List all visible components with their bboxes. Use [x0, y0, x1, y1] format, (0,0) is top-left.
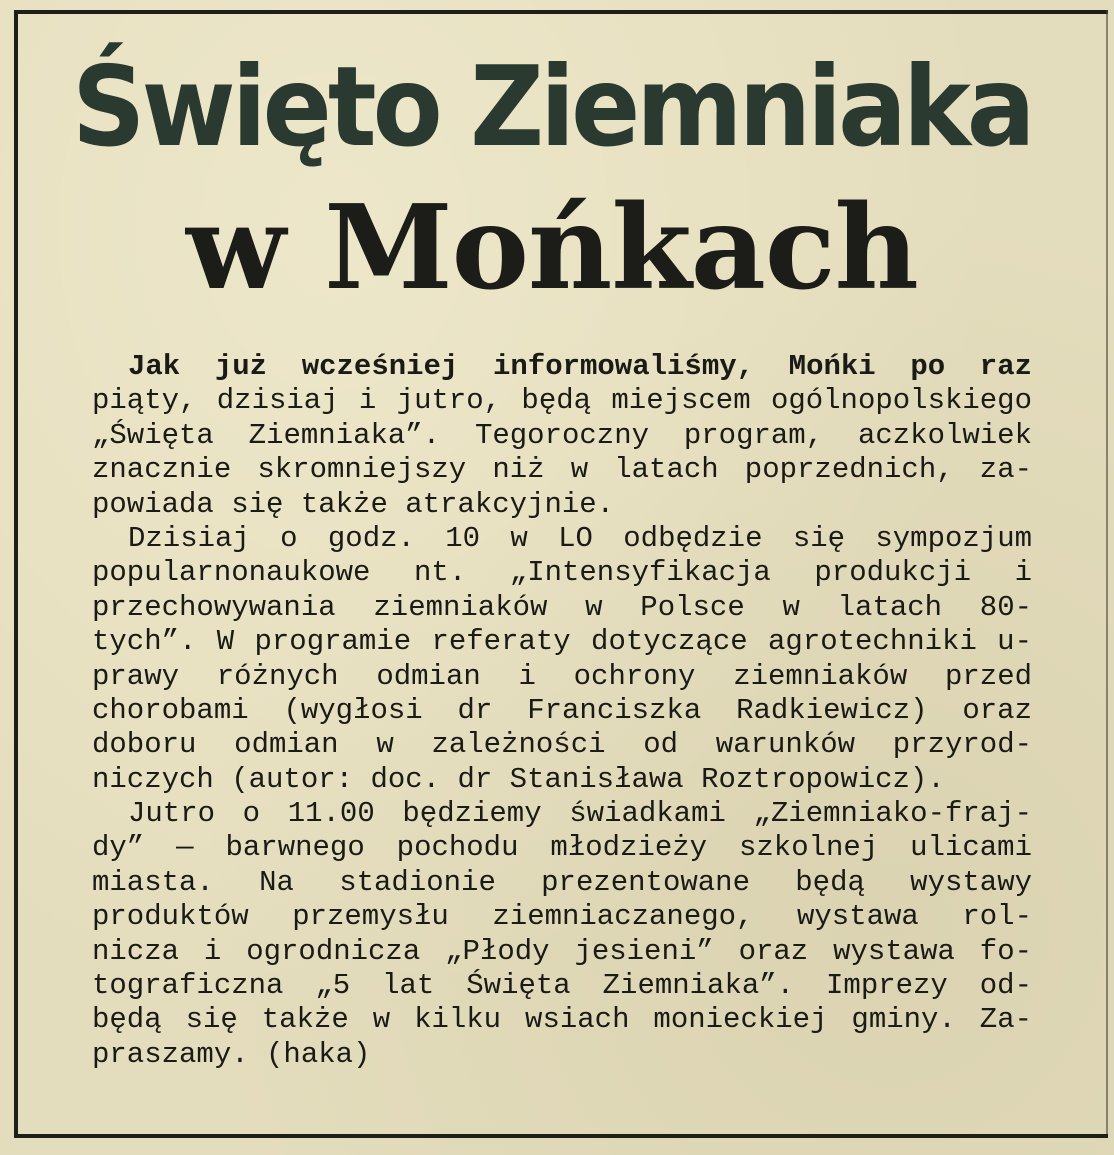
article-line: znacznie skromniejszy niż w latach poprzednich, za- [92, 453, 1032, 487]
article-line: piąty, dzisiaj i jutro, będą miejscem ogólnopolskiego [92, 384, 1032, 418]
article-line: nicza i ogrodnicza „Płody jesieni” oraz wystawa fo- [92, 934, 1032, 968]
article-line: Jak już wcześniej informowaliśmy, Mońki po raz [128, 350, 1032, 383]
top-border-rule [18, 10, 1108, 14]
article-line: popularnonaukowe nt. „Intensyfikacja produkcji i [92, 556, 1032, 590]
article-line: „Święta Ziemniaka”. Tegoroczny program, aczkolwiek [92, 418, 1032, 452]
bottom-border-rule [14, 1134, 1108, 1138]
article-line: produktów przemysłu ziemniaczanego, wystawa rol- [92, 900, 1032, 934]
article-line: chorobami (wygłosi dr Franciszka Radkiewicz) oraz [92, 693, 1032, 727]
right-border-rule [1106, 10, 1108, 1138]
article-line: powiada się także atrakcyjnie. [92, 487, 615, 521]
left-border-rule [14, 10, 18, 1138]
headline-line-2: w Mońkach [186, 180, 918, 316]
article-line: tograficzna „5 lat Święta Ziemniaka”. Imprezy od- [92, 969, 1032, 1003]
article-line: dy” — barwnego pochodu młodzieży szkolnej ulicami [92, 831, 1032, 865]
article-line: miasta. Na stadionie prezentowane będą wystawy [92, 865, 1032, 899]
article-line: Jutro o 11.00 będziemy świadkami „Ziemniako-fraj- [128, 797, 1032, 831]
article-line: doboru odmian w zależności od warunków przyrod- [92, 728, 1032, 762]
article-line: będą się także w kilku wsiach monieckiej gminy. Za- [92, 1003, 1032, 1037]
article-line: prawy różnych odmian i ochrony ziemniaków przed [92, 659, 1032, 693]
article-line: niczych (autor: doc. dr Stanisława Roztropowicz). [92, 762, 945, 796]
article-line: tych”. W programie referaty dotyczące agrotechniki u- [92, 625, 1032, 659]
article-line: Dzisiaj o godz. 10 w LO odbędzie się sympozjum [128, 521, 1032, 555]
headline-line-1: Święto Ziemniaka [72, 43, 1032, 172]
article-line: praszamy. (haka) [92, 1037, 371, 1071]
article-line: przechowywania ziemniaków w Polsce w latach 80- [92, 590, 1032, 624]
article-body [92, 350, 1032, 1072]
